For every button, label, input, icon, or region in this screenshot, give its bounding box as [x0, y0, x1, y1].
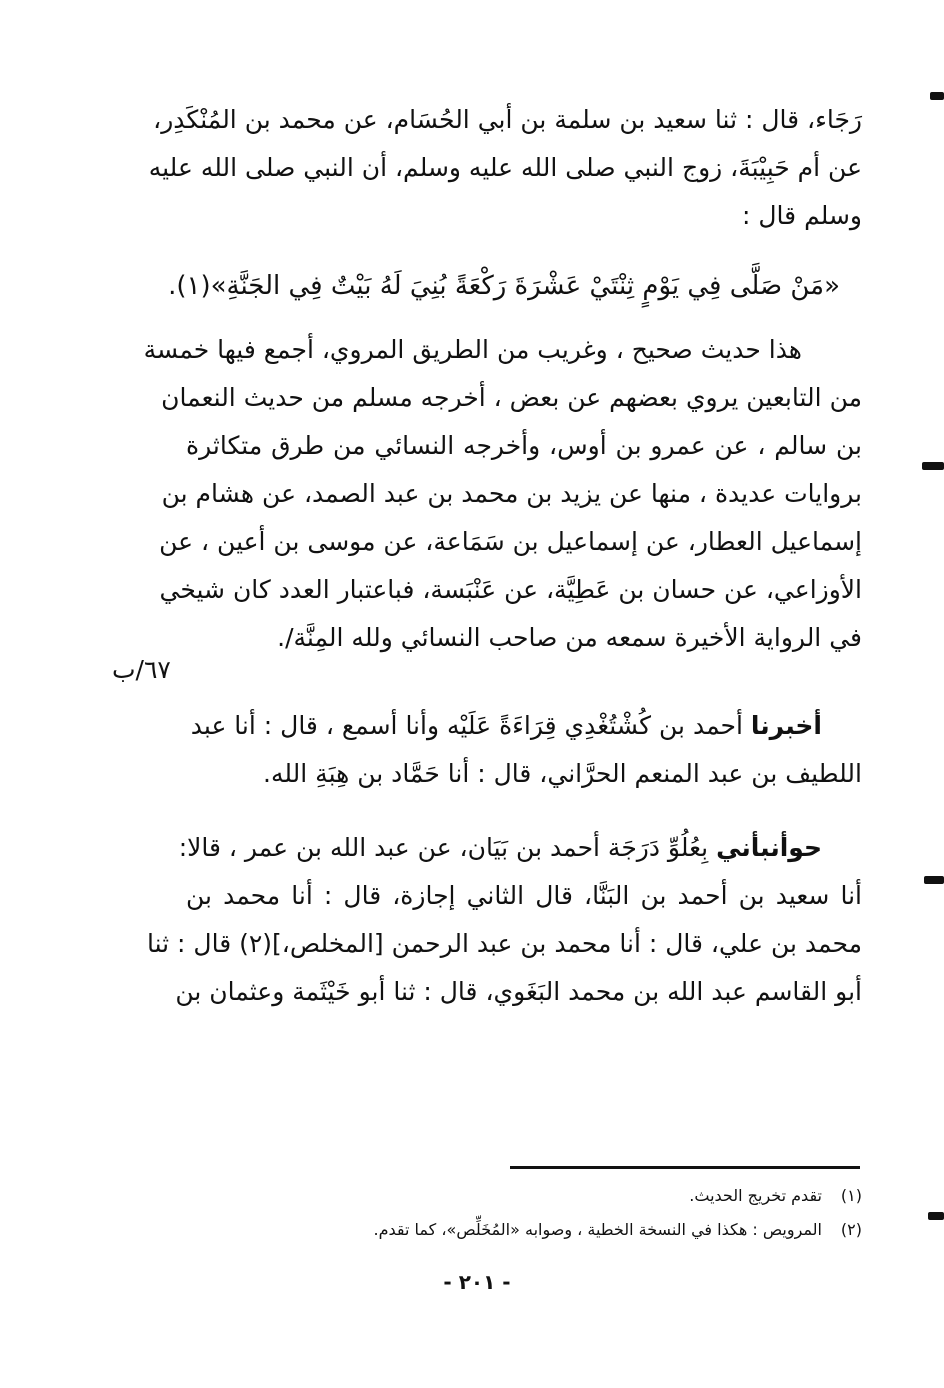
footnote-text: تقدم تخريج الحديث.: [689, 1186, 822, 1205]
commentary-paragraph: [143, 326, 862, 662]
scan-edge-mark: [924, 876, 944, 884]
text-line: في الرواية الأخيرة سمعه من صاحب النسائي ولله المِنَّة/.: [277, 623, 862, 652]
text-line: أبو القاسم عبد الله بن محمد البَغَوي، قال : ثنا أبو خَيْثَمة وعثمان بن: [175, 977, 862, 1006]
akhbarana-line1: أحمد بن كُشْتُغْدِي قِرَاءَةً عَلَيْه وأنا أسمع ، قال : أنا عبد: [190, 711, 751, 740]
text-line: وسلم قال :: [742, 201, 862, 230]
text-line: من التابعين يروي بعضهم عن بعض ، أخرجه مسلم من حديث النعمان: [161, 383, 862, 412]
text-line: أنا سعيد بن أحمد بن البَنَّا، قال الثاني إجازة، قال : أنا محمد بن: [186, 881, 862, 910]
text-line: [186, 702, 862, 750]
akhbarana-paragraph: [186, 702, 862, 798]
anbaani-paragraph: [146, 824, 862, 1016]
footnote-number: (٢): [840, 1220, 862, 1239]
anbaani-line1: بِعُلُوِّ دَرَجَة أحمد بن بَيَان، عن عبد الله بن عمر ، قالا:: [178, 833, 717, 862]
intro-paragraph: [148, 96, 862, 240]
margin-folio-note: ٦٧/ب: [112, 655, 171, 684]
text-line: بروايات عديدة ، منها عن يزيد بن محمد بن عبد الصمد، عن هشام بن: [161, 479, 862, 508]
footnote-text: المرويص : هكذا في النسخة الخطية ، وصوابه «المُخَلِّص»، كما تقدم.: [373, 1220, 822, 1239]
scan-edge-mark: [930, 92, 944, 100]
footnote: [300, 1216, 862, 1244]
text-line: بن سالم ، عن عمرو بن أوس، وأخرجه النسائي من طرق متكاثرة: [186, 431, 862, 460]
text-line: اللطيف بن عبد المنعم الحرَّاني، قال : أنا حَمَّاد بن هِبَةِ الله.: [263, 759, 862, 788]
text-line: الأوزاعي، عن حسان بن عَطِيَّة، عن عَنْبَسة، فباعتبار العدد كان شيخي: [159, 575, 862, 604]
text-line: إسماعيل العطار، عن إسماعيل بن سَمَاعة، عن موسى بن أعين ، عن: [159, 527, 862, 556]
text-line: عن أم حَبِيْبَةَ، زوج النبي صلى الله عليه وسلم، أن النبي صلى الله عليه: [148, 153, 862, 182]
akhbarana-lead: أخبرنا: [750, 711, 822, 740]
page-number: - ٢٠١ -: [443, 1270, 511, 1294]
text-line: [178, 824, 862, 872]
footnote-number: (١): [840, 1186, 862, 1205]
text-line: محمد بن علي، قال : أنا محمد بن عبد الرحمن [المخلص،](٢) قال : ثنا: [146, 929, 862, 958]
anbaani-lead: حوأنبأني: [716, 833, 822, 862]
hadith-text: «مَنْ صَلَّى فِي يَوْمٍ ثِنْتَيْ عَشْرَةَ رَكْعَةً بُنِيَ لَهُ بَيْتٌ فِي الجَنَّةِ»(١).: [168, 271, 840, 301]
text-line: هذا حديث صحيح ، وغريب من الطريق المروي، أجمع فيها خمسة: [143, 335, 802, 364]
scan-edge-mark: [928, 1212, 944, 1220]
scan-edge-mark: [922, 462, 944, 470]
footnote: [300, 1182, 862, 1210]
footnote-divider: [510, 1166, 860, 1169]
text-line: رَجَاء، قال : ثنا سعيد بن سلمة بن أبي الحُسَام، عن محمد بن المُنْكَدِر،: [153, 105, 862, 134]
